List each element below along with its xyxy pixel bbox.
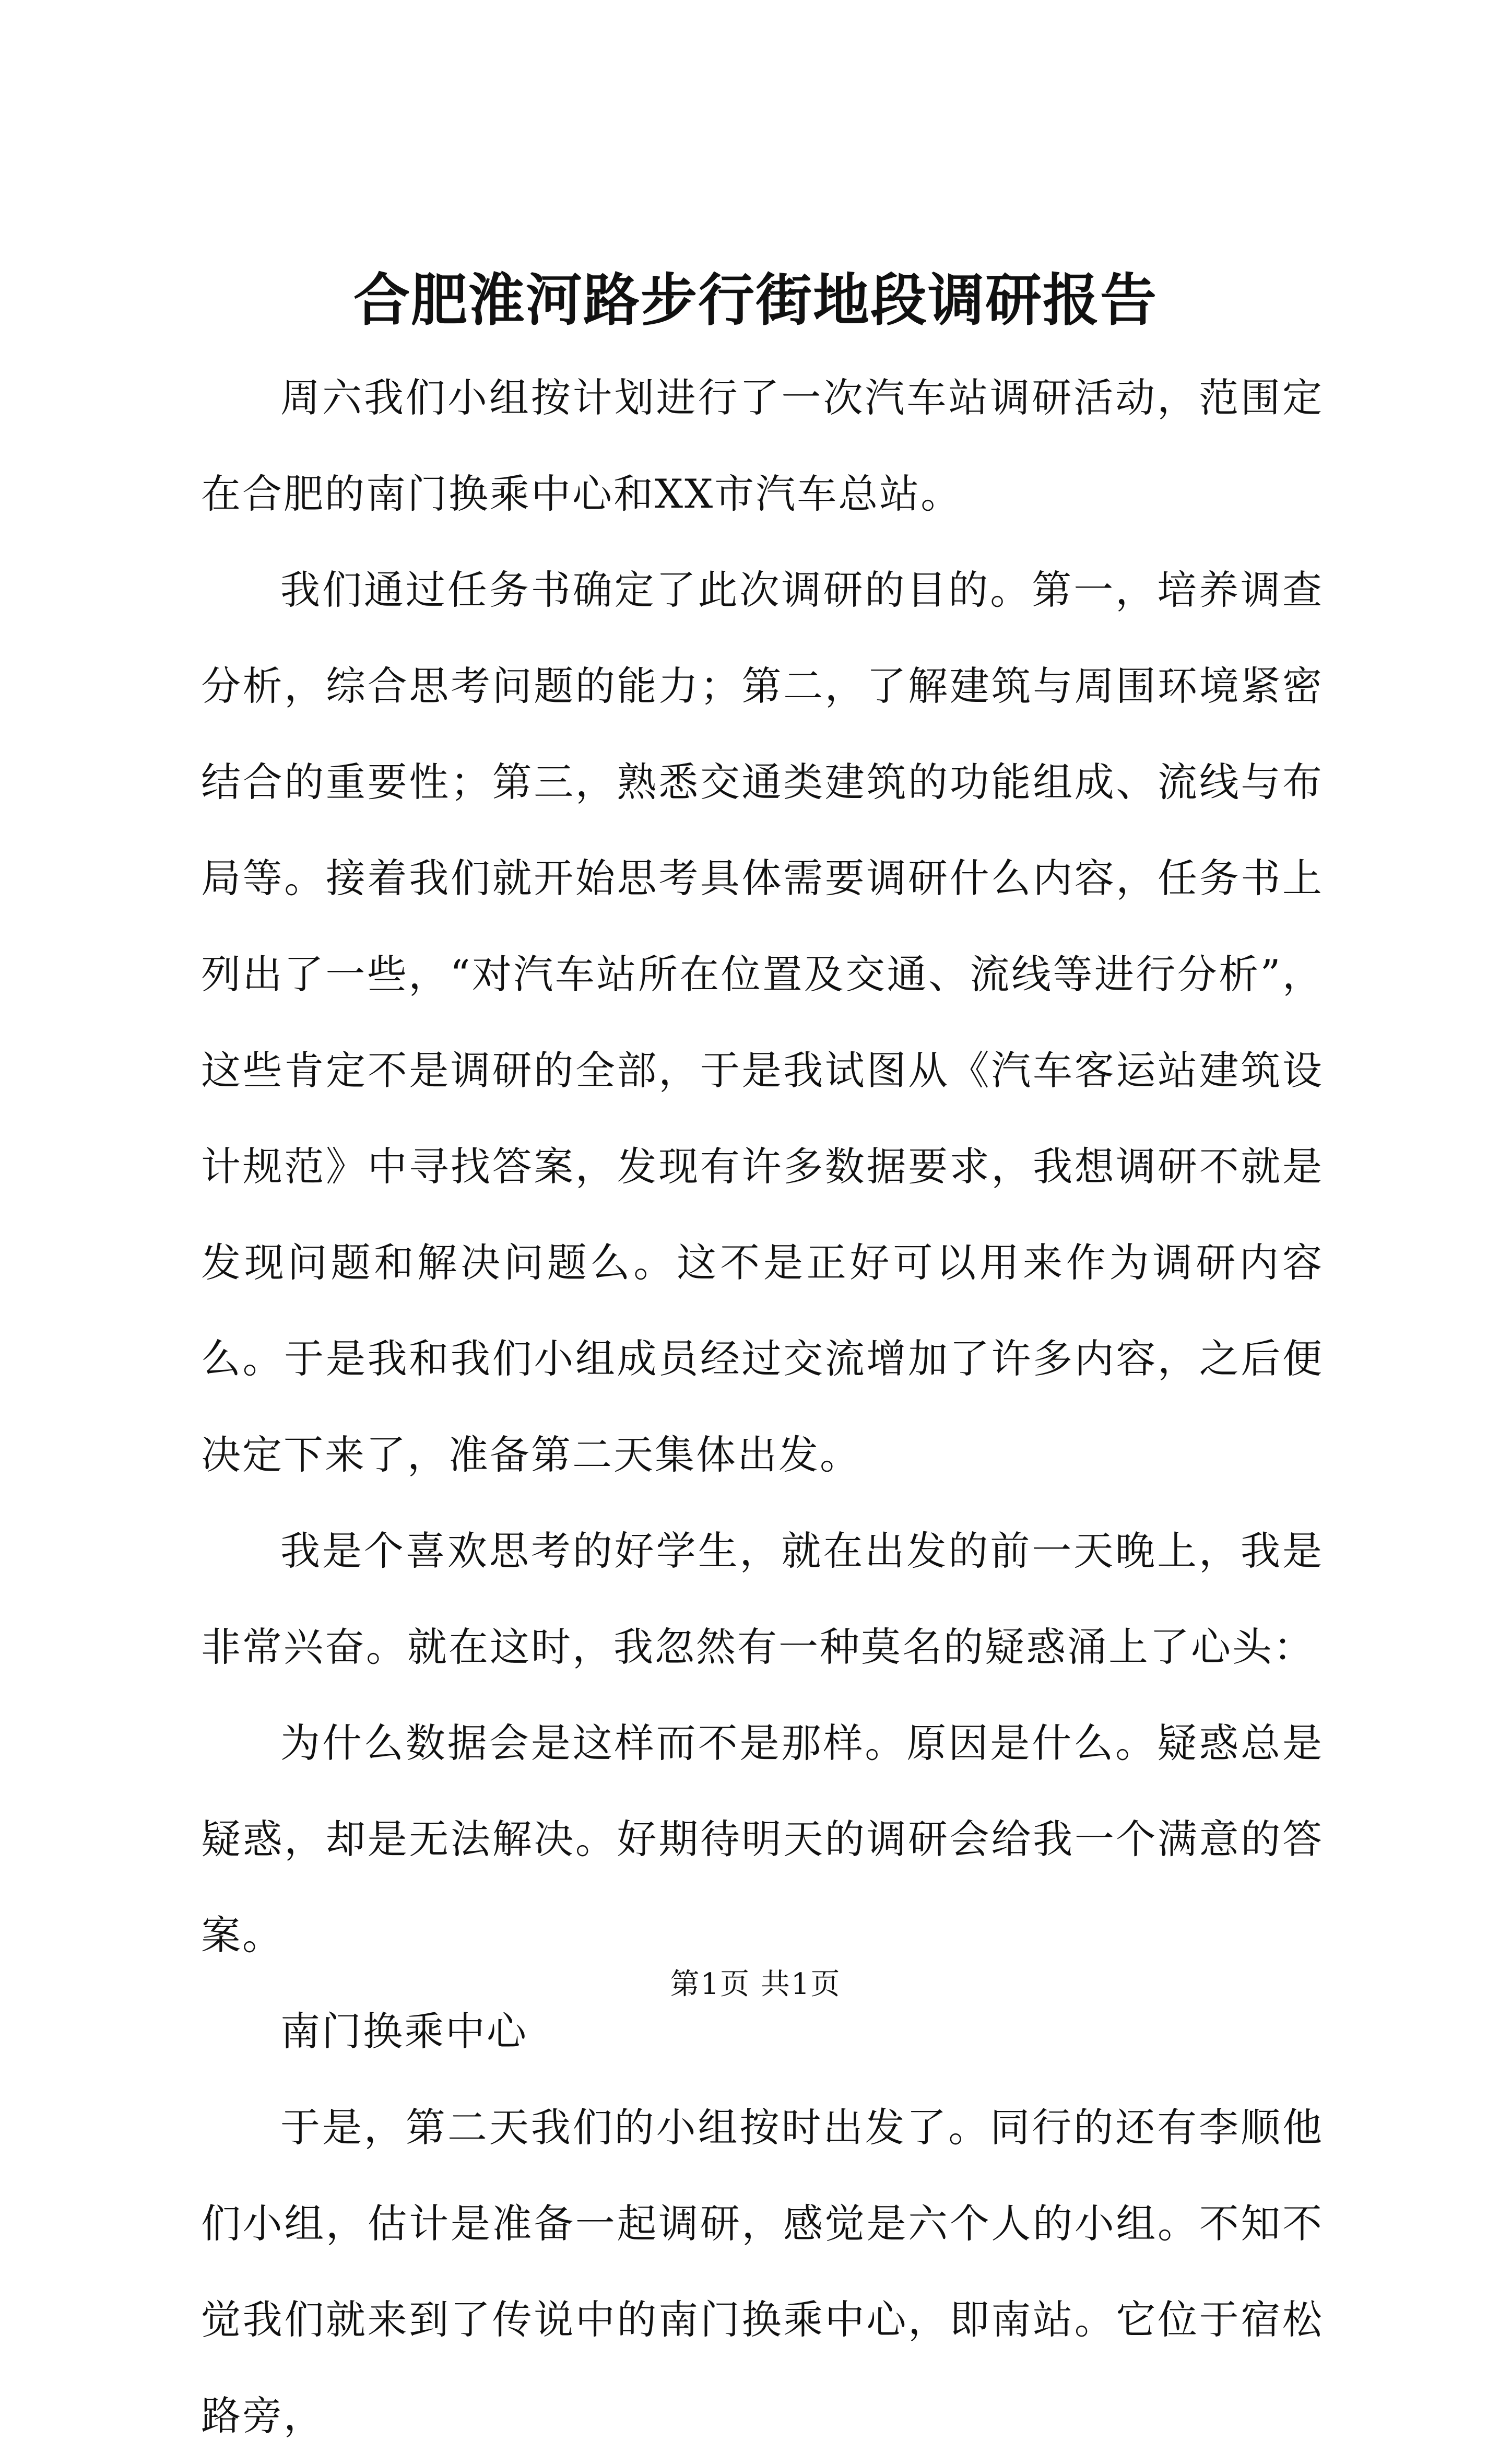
paragraph-intro: 周六我们小组按计划进行了一次汽车站调研活动，范围定在合肥的南门换乘中心和XX市汽车总站。 bbox=[201, 374, 1324, 517]
paragraph-question: 为什么数据会是这样而不是那样。原因是什么。疑惑总是疑惑，却是无法解决。好期待明天的调研会给我一个满意的答案。 bbox=[201, 1720, 1324, 1958]
paragraph-departure: 于是，第二天我们的小组按时出发了。同行的还有李顺他们小组，估计是准备一起调研，感觉是六个人的小组。不知不觉我们就来到了传说中的南门换乘中心，即南站。它位于宿松路旁， bbox=[201, 2104, 1324, 2439]
section-heading-south-gate: 南门换乘中心 bbox=[280, 2008, 528, 2055]
page-number-footer: 第1页 共1页 bbox=[670, 1967, 841, 2001]
paragraph-purpose: 我们通过任务书确定了此次调研的目的。第一，培养调查分析，综合思考问题的能力；第二，了解建筑与周围环境紧密结合的重要性；第三，熟悉交通类建筑的功能组成、流线与布局等。接着我们就开始思考具体需要调研什么内容，任务书上列出了一些，“对汽车站所在位置及交通、流线等进行分析”，这些肯定不是调研的全部，于是我试图从《汽车客运站建筑设计规范》中寻找答案，发现有许多数据要求，我想调研不就是发现问题和解决问题么。这不是正好可以用来作为调研内容么。于是我和我们小组成员经过交流增加了许多内容，之后便决定下来了，准备第二天集体出发。 bbox=[201, 567, 1324, 1478]
paragraph-thinking: 我是个喜欢思考的好学生，就在出发的前一天晚上，我是非常兴奋。就在这时，我忽然有一种莫名的疑惑涌上了心头： bbox=[201, 1528, 1324, 1670]
document-body bbox=[201, 350, 1324, 2464]
document-title: 合肥淮河路步行街地段调研报告 bbox=[353, 267, 1158, 333]
